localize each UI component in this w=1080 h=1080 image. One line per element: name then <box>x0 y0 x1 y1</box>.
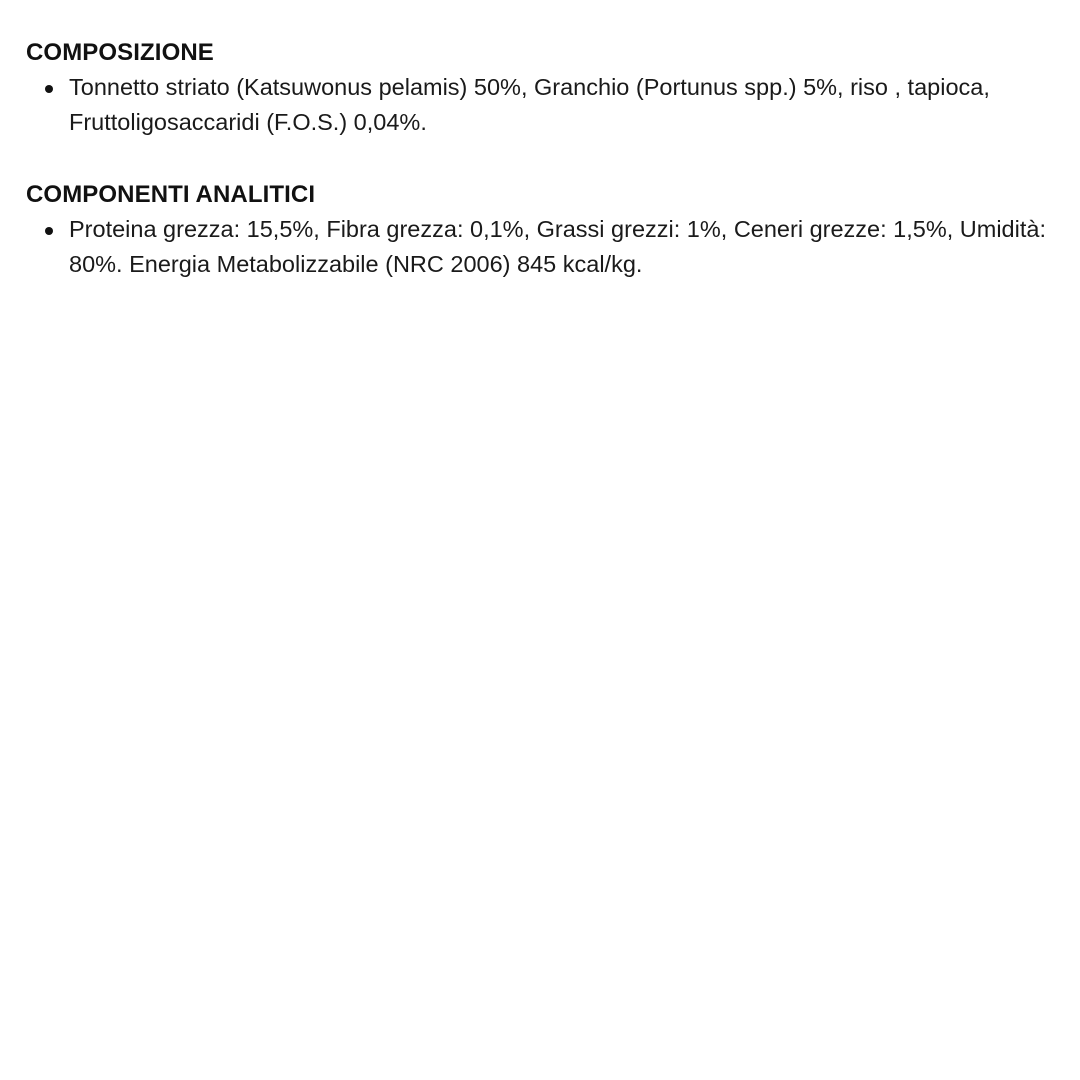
analytical-components-list <box>26 212 1060 282</box>
bullet-icon <box>45 227 53 235</box>
analytical-components-text: Proteina grezza: 15,5%, Fibra grezza: 0,1%, Grassi grezzi: 1%, Ceneri grezze: 1,5%, Umidità: 80%. Energia Metabolizzabile (NRC 2006) 845 kcal/kg. <box>69 216 1046 277</box>
composition-text: Tonnetto striato (Katsuwonus pelamis) 50%, Granchio (Portunus spp.) 5%, riso , tapioca, Fruttoligosaccaridi (F.O.S.) 0,04%. <box>69 74 990 135</box>
analytical-components-heading: COMPONENTI ANALITICI <box>26 181 316 208</box>
analytical-components-section <box>26 178 1060 282</box>
analytical-components-list-item <box>26 212 1060 282</box>
bullet-icon <box>45 85 53 93</box>
composition-heading: COMPOSIZIONE <box>26 39 214 66</box>
composition-section <box>26 36 1060 140</box>
composition-list-item <box>26 70 1060 140</box>
composition-list <box>26 70 1060 140</box>
product-info-document <box>26 36 1060 320</box>
